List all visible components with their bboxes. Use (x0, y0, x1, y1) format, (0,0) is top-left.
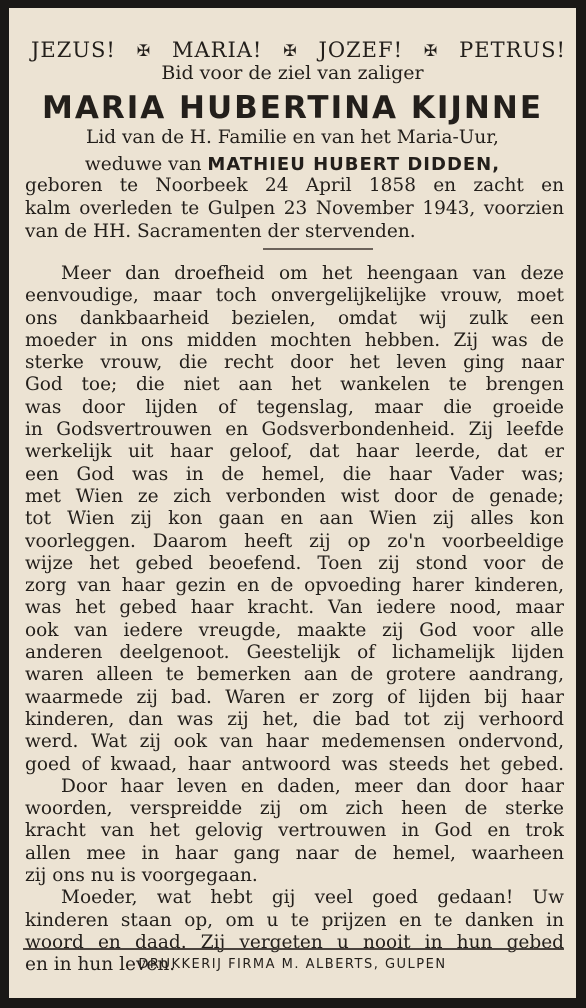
cross-icon: ✠ (423, 40, 439, 60)
text-line: God toe; die niet aan het wankelen te brengen (25, 374, 564, 396)
text-line: Meer dan droefheid om het heengaan van deze (61, 263, 564, 284)
cross-icon: ✠ (283, 40, 298, 60)
invocation-jezus: JEZUS! (31, 38, 116, 62)
text-line: allen mee in haar gang naar de hemel, waarheen (25, 842, 564, 864)
membership-line: Lid van de H. Familie en van het Maria-Uur, (86, 127, 499, 148)
text-line: moeder in ons midden mochten hebben. Zij was de (25, 329, 564, 351)
invocation-maria: MARIA! (171, 38, 263, 62)
text-line: en in hun leven. (25, 954, 176, 976)
text-line: een God was in de hemel, die haar Vader was; (25, 463, 564, 485)
birth-death-paragraph (9, 174, 576, 243)
text-line: kinderen staan op, om u te prijzen en te danken in (25, 909, 564, 931)
deceased-name: MARIA HUBERTINA KIJNNE (42, 90, 543, 126)
text-line: Moeder, wat hebt gij veel goed gedaan! Uw (61, 887, 564, 909)
eulogy-text (9, 263, 576, 977)
text-line: tot Wien zij kon gaan en aan Wien zij alles kon (25, 508, 564, 530)
text-line: goed of kwaad, haar antwoord was steeds het gebed. (25, 753, 564, 775)
text-line: ook van iedere vreugde, maakte zij God voor alle (25, 619, 564, 641)
text-line: wijze het gebed beoefend. Toen zij stond voor de (25, 552, 564, 574)
text-line: waarmede zij bad. Waren er zorg of lijden bij haar (25, 686, 564, 708)
text-line: met Wien ze zich verbonden wist door de genade; (25, 485, 564, 507)
invocation-jozef: JOZEF! (318, 38, 404, 62)
widow-prefix: weduwe van (84, 154, 202, 175)
cross-icon: ✠ (136, 40, 152, 60)
text-line: was het gebed haar kracht. Van iedere nood, maar (25, 597, 564, 619)
text-line: kracht van het gelovig vertrouwen in God en trok (25, 820, 564, 842)
text-line: voorleggen. Daarom heeft zij op zo'n voorbeeldige (25, 530, 564, 552)
text-line: werkelijk uit haar geloof, dat haar leerde, dat er (25, 441, 564, 463)
text-line: woord en daad. Zij vergeten u nooit in hun gebed (25, 931, 564, 953)
text-line: was door lijden of tegenslag, maar die groeide (25, 396, 564, 418)
text-line: kalm overleden te Gulpen 23 November 1943, voorzien (25, 198, 564, 219)
text-line: zorg van haar gezin en de opvoeding harer kinderen, (25, 575, 564, 597)
widow-line (9, 154, 576, 175)
divider (263, 248, 373, 250)
text-line: in Godsvertrouwen en Godsverbondenheid. Zij leefde (25, 419, 564, 441)
prayer-intro: Bid voor de ziel van zaliger (161, 62, 424, 84)
text-line: Door haar leven en daden, meer dan door haar (61, 775, 564, 797)
text-line: werd. Wat zij ook van haar medemensen ondervond, (25, 731, 564, 753)
memorial-card (9, 8, 576, 998)
text-line: ons dankbaarheid bezielen, omdat wij zulk een (25, 307, 564, 329)
text-line: zij ons nu is voorgegaan. (25, 865, 258, 887)
spouse-name: MATHIEU HUBERT DIDDEN, (207, 154, 501, 175)
invocation-petrus: PETRUS! (459, 38, 566, 62)
footer-divider (23, 948, 564, 953)
text-line: woorden, verspreidde zij om zich heen de sterke (25, 798, 564, 820)
text-line: van de HH. Sacramenten der stervenden. (25, 221, 416, 242)
text-line: geboren te Noorbeek 24 April 1858 en zacht en (25, 175, 564, 196)
text-line: anderen deelgenoot. Geestelijk of lichamelijk lijden (25, 642, 564, 664)
text-line: waren alleen te bemerken aan de grotere aandrang, (25, 664, 564, 686)
text-line: sterke vrouw, die recht door het leven ging naar (25, 352, 564, 374)
text-line: eenvoudige, maar toch onvergelijkelijke vrouw, moet (25, 285, 564, 307)
text-line: kinderen, dan was zij het, die bad tot zij verhoord (25, 708, 564, 730)
printer-imprint: DRUKKERIJ FIRMA M. ALBERTS, GULPEN (138, 957, 447, 972)
